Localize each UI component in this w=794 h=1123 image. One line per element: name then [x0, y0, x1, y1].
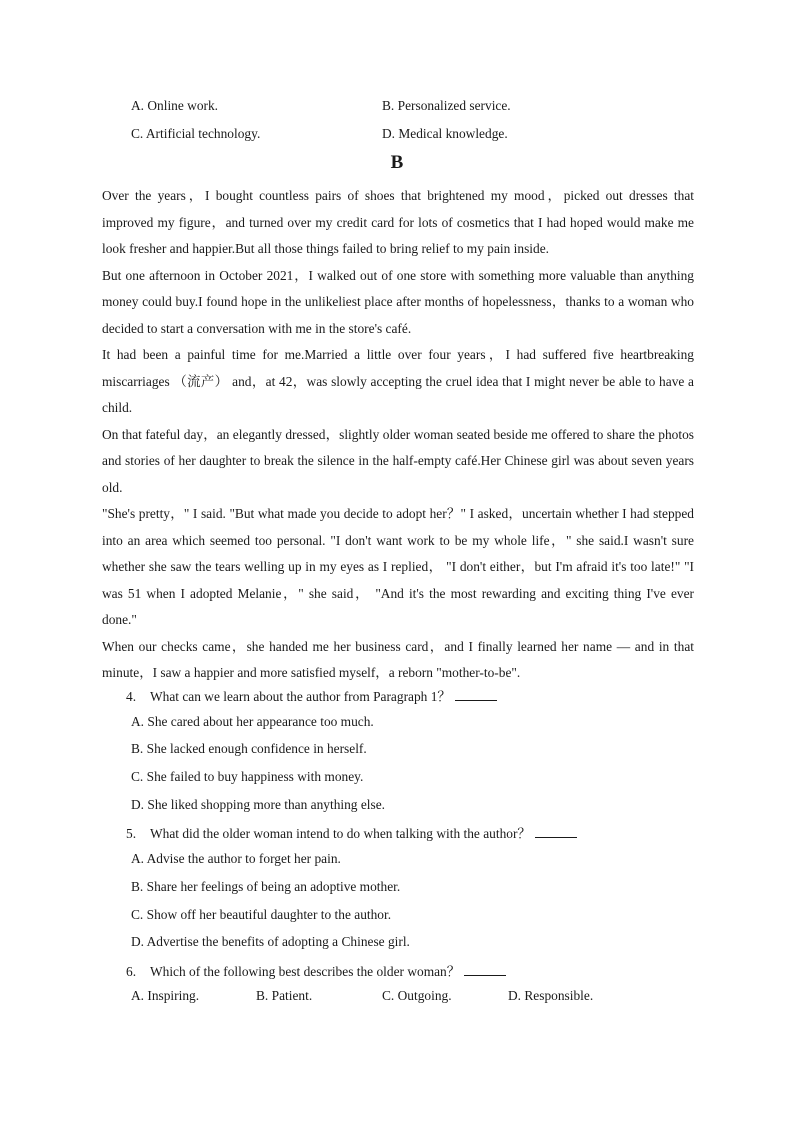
paragraph-3: It had been a painful time for me.Married a little over four years，I had suffered five heartbreaking miscarriages （流产） and，at 42，was slowly accepting the cruel idea that I might never be able to have a child. [102, 347, 694, 415]
q4-option-a: A. She cared about her appearance too much. [131, 714, 374, 729]
answer-blank[interactable] [464, 963, 506, 976]
paragraph-6: When our checks came，she handed me her business card，and I finally learned her name — and in that minute，I saw a happier and more satisfied myself，a reborn "mother-to-be". [102, 638, 694, 680]
q4-option-c: C. She failed to buy happiness with money. [131, 769, 364, 784]
prev-options-row-1 [131, 98, 691, 118]
prev-options-row-2 [131, 126, 691, 146]
paragraph-4: On that fateful day，an elegantly dressed，slightly older woman seated beside me offered to share the photos and stories of her daughter to break the silence in the half-empty café.Her Chinese girl was about seven years old. [102, 426, 694, 495]
section-heading: B [390, 152, 404, 173]
question-5 [126, 823, 577, 842]
prev-option-d: D. Medical knowledge. [382, 126, 508, 141]
q4-option-d: D. She liked shopping more than anything else. [131, 797, 386, 812]
q5-option-c: C. Show off her beautiful daughter to the author. [131, 907, 392, 922]
paragraph-5: "She's pretty，" I said. "But what made you decide to adopt her？" I asked，uncertain whether I had stepped into an area which seemed too personal. "I don't want work to be my whole life，" she said.I wasn't sure whether she saw the tears welling up in my eyes as I replied， "I don't either，but I'm afraid it's too late!" "I was 51 when I adopted Melanie，" she said， "And it's the most rewarding and exciting thing I've ever done." [102, 506, 694, 627]
question-4 [126, 686, 497, 705]
q5-option-a: A. Advise the author to forget her pain. [131, 851, 341, 866]
question-text: Which of the following best describes the older woman？ [150, 964, 461, 979]
question-number: 6. [126, 964, 137, 979]
question-number: 4. [126, 689, 137, 704]
q6-option-a: A. Inspiring. [131, 988, 200, 1003]
answer-blank[interactable] [535, 825, 577, 838]
q4-option-b: B. She lacked enough confidence in herself. [131, 741, 367, 756]
paragraph-2: But one afternoon in October 2021，I walked out of one store with something more valuable than anything money could buy.I found hope in the unlikeliest place after months of hopelessness，thanks to a woman who decided to start a conversation with me in the store's café. [102, 267, 694, 336]
passage [102, 183, 694, 687]
question-number: 5. [126, 826, 137, 841]
paragraph-1: Over the years，I bought countless pairs of shoes that brightened my mood，picked out dresses that improved my figure，and turned over my credit card for lots of cosmetics that I had hoped would make me look fresher and happier.But all those things failed to bring relief to my pain inside. [102, 188, 694, 256]
q5-option-b: B. Share her feelings of being an adoptive mother. [131, 879, 401, 894]
q6-option-d: D. Responsible. [508, 988, 594, 1003]
q6-option-b: B. Patient. [256, 988, 313, 1003]
question-6 [126, 961, 506, 980]
q6-option-c: C. Outgoing. [382, 988, 452, 1003]
prev-option-c: C. Artificial technology. [131, 126, 261, 141]
question-text: What did the older woman intend to do when talking with the author？ [150, 826, 531, 841]
q5-option-d: D. Advertise the benefits of adopting a Chinese girl. [131, 934, 410, 949]
prev-option-a: A. Online work. [131, 98, 219, 113]
question-text: What can we learn about the author from Paragraph 1？ [150, 689, 451, 704]
answer-blank[interactable] [455, 688, 497, 701]
prev-option-b: B. Personalized service. [382, 98, 511, 113]
